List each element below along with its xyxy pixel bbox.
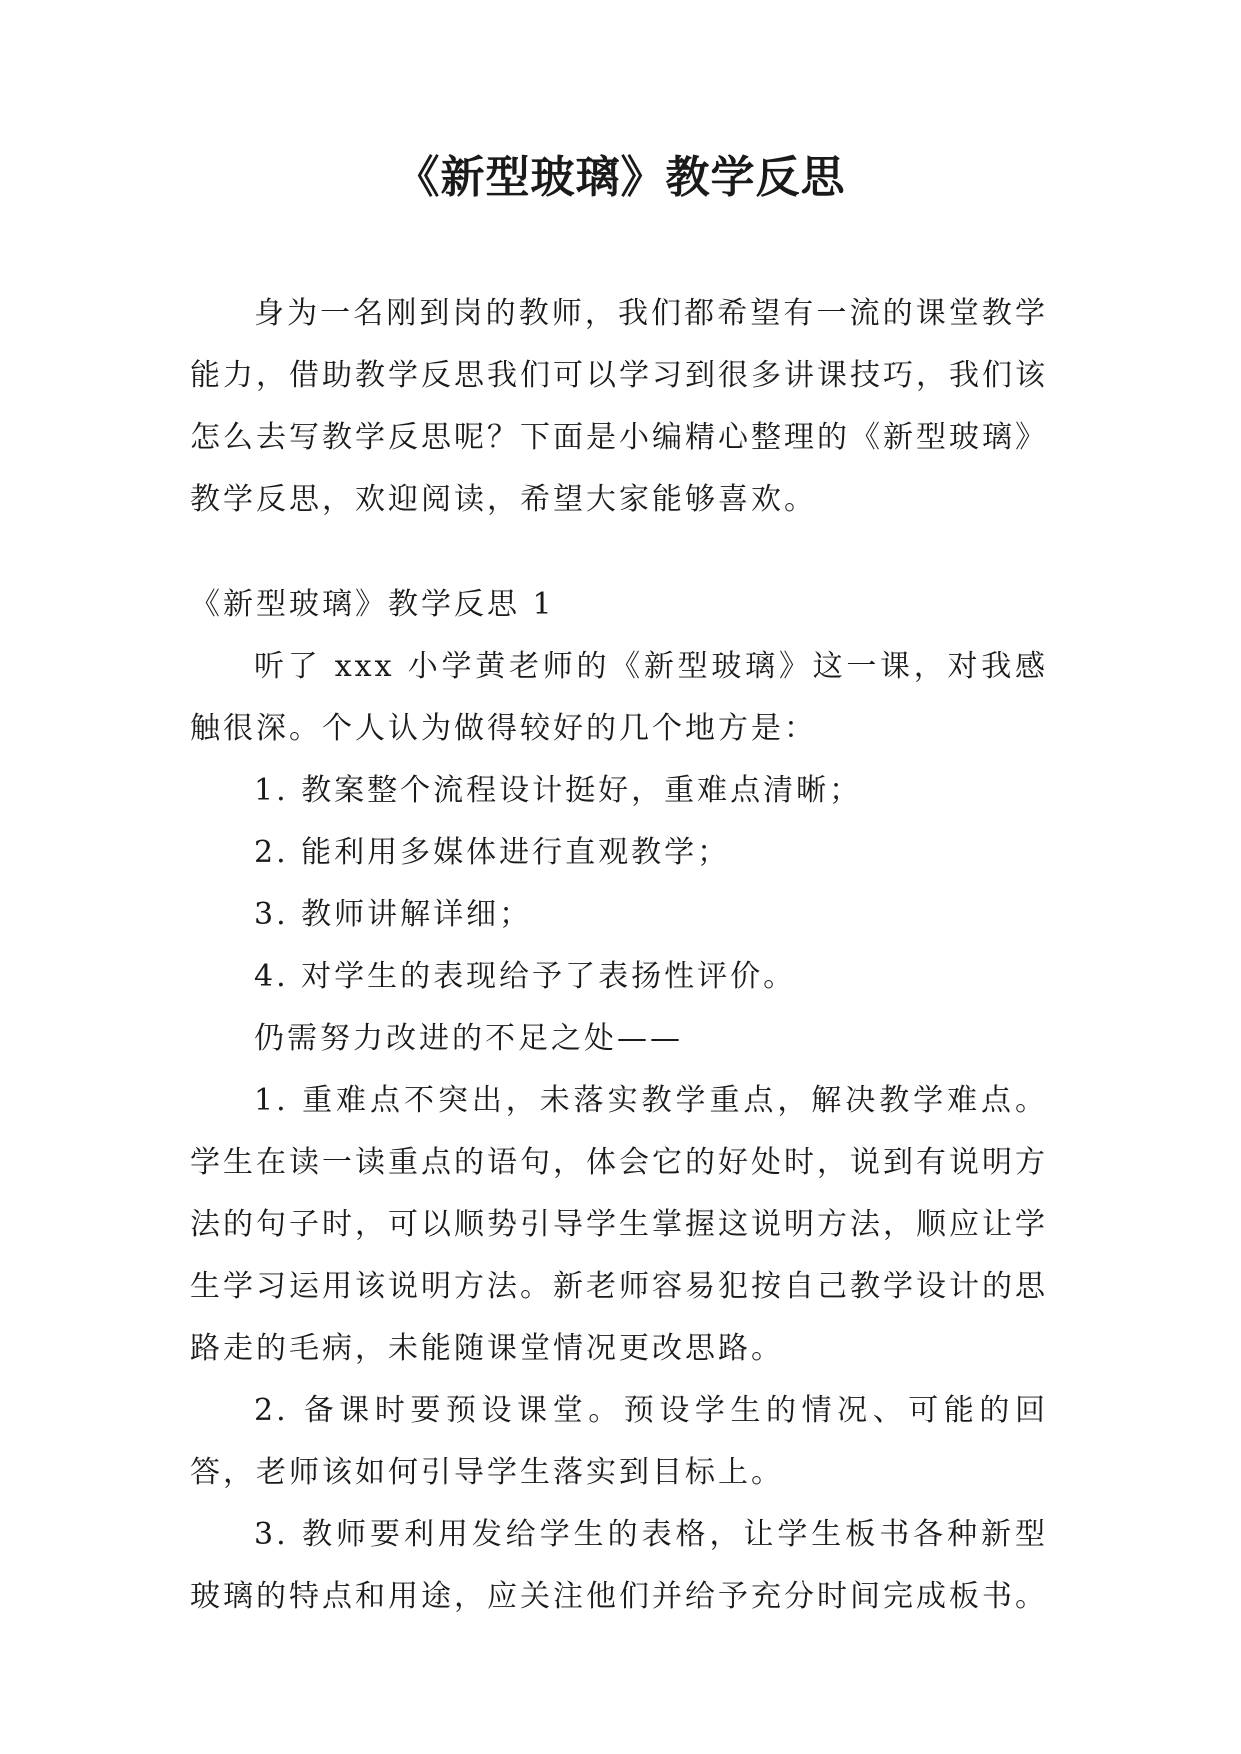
- paragraph-1: 听了 xxx 小学黄老师的《新型玻璃》这一课，对我感触很深。个人认为做得较好的几个地方是：: [190, 649, 1048, 746]
- strength-item-4: 4. 对学生的表现给予了表扬性评价。: [254, 959, 797, 994]
- intro-paragraph: 身为一名刚到岗的教师，我们都希望有一流的课堂教学能力，借助教学反思我们可以学习到很多讲课技巧，我们该怎么去写教学反思呢？下面是小编精心整理的《新型玻璃》教学反思，欢迎阅读，希望大家能够喜欢。: [190, 296, 1048, 517]
- strength-item-2: 2. 能利用多媒体进行直观教学；: [254, 835, 731, 870]
- section-heading: 《新型玻璃》教学反思 1: [190, 587, 555, 622]
- strength-item-1: 1. 教案整个流程设计挺好，重难点清晰；: [254, 773, 863, 808]
- intro-block: [190, 283, 1048, 531]
- strength-item-3: 3. 教师讲解详细；: [254, 897, 533, 932]
- improvement-item-2: 2. 备课时要预设课堂。预设学生的情况、可能的回答，老师该如何引导学生落实到目标上。: [190, 1393, 1048, 1490]
- section-1: [190, 574, 1048, 1628]
- improvement-item-1: 1. 重难点不突出，未落实教学重点，解决教学难点。学生在读一读重点的语句，体会它的好处时，说到有说明方法的句子时，可以顺势引导学生掌握这说明方法，顺应让学生学习运用该说明方法。新老师容易犯按自己教学设计的思路走的毛病，未能随课堂情况更改思路。: [190, 1083, 1048, 1366]
- document-title: 《新型玻璃》教学反思: [395, 152, 846, 203]
- improvement-item-3: 3. 教师要利用发给学生的表格，让学生板书各种新型玻璃的特点和用途，应关注他们并给予充分时间完成板书。: [190, 1517, 1048, 1614]
- improvement-heading: 仍需努力改进的不足之处——: [254, 1021, 683, 1056]
